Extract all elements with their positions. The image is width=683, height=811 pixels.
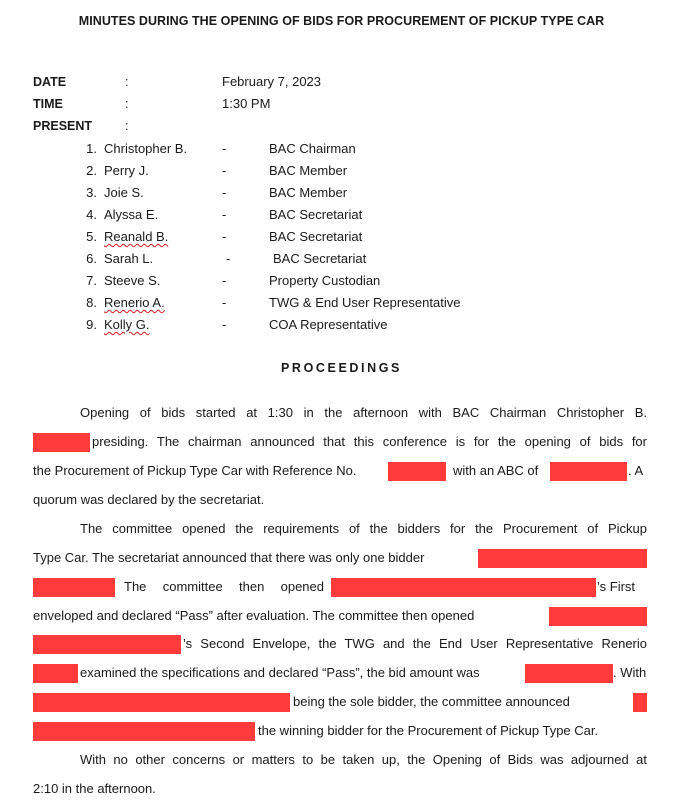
attendee-dash: - [226,251,231,266]
attendee-name: Kolly G. [104,317,150,332]
attendee-dash: - [222,229,227,244]
date-label: DATE [33,75,67,89]
paragraph-line: The committee then opened [124,579,324,594]
redaction-box [633,693,647,712]
paragraph-line: 2:10 in the afternoon. [33,781,156,796]
attendee-row [0,229,683,249]
attendee-row [0,185,683,205]
paragraph-line: quorum was declared by the secretariat. [33,492,265,507]
time-colon: : [125,97,129,111]
redaction-box [33,433,90,452]
paragraph-line: Type Car. The secretariat announced that there was only one bidder [33,550,425,565]
attendee-dash: - [222,273,227,288]
attendee-name: Perry J. [104,163,149,178]
paragraph-line: Opening of bids started at 1:30 in the afternoon with BAC Chairman Christopher B. [80,405,647,420]
attendee-number: 2. [86,163,97,178]
time-label: TIME [33,97,63,111]
attendee-name: Alyssa E. [104,207,159,222]
attendee-row [0,317,683,337]
attendee-dash: - [222,317,227,332]
paragraph-line: ’s First [597,579,636,594]
attendee-row [0,207,683,227]
attendee-role: BAC Secretariat [273,251,367,266]
redaction-box [388,462,446,481]
attendee-name: Steeve S. [104,273,161,288]
attendee-name: Christopher B. [104,141,188,156]
present-label: PRESENT [33,119,93,133]
paragraph-line: the Procurement of Pickup Type Car with Reference No. [33,463,357,478]
attendee-number: 3. [86,185,97,200]
attendee-dash: - [222,141,227,156]
attendee-row [0,295,683,315]
time-value: 1:30 PM [222,96,271,111]
paragraph-line: being the sole bidder, the committee announced [293,694,570,709]
attendee-dash: - [222,295,227,310]
paragraph-line: examined the specifications and declared “Pass”, the bid amount was [80,665,480,680]
attendee-number: 8. [86,295,97,310]
paragraph-line: with an ABC of [453,463,539,478]
paragraph-line: the winning bidder for the Procurement of Pickup Type Car. [258,723,599,738]
attendee-name: Joie S. [104,185,144,200]
redaction-box [478,549,647,568]
redaction-box [549,607,647,626]
proceedings-heading: PROCEEDINGS [281,361,402,375]
paragraph-line: The committee opened the requirements of the bidders for the Procurement of Pickup [80,521,647,536]
attendee-role: BAC Chairman [269,141,356,156]
attendee-number: 5. [86,229,97,244]
present-colon: : [125,119,129,133]
attendee-role: BAC Member [269,185,348,200]
attendee-row [0,251,683,271]
attendee-dash: - [222,207,227,222]
attendee-row [0,141,683,161]
attendee-role: BAC Member [269,163,348,178]
attendee-number: 9. [86,317,97,332]
redaction-box [33,578,115,597]
paragraph-line: . With [613,665,647,680]
redaction-box [331,578,596,597]
redaction-box [33,693,290,712]
redaction-box [33,722,255,741]
paragraph-line: ’s Second Envelope, the TWG and the End User Representative Renerio [183,636,647,651]
attendee-role: COA Representative [269,317,388,332]
attendee-number: 6. [86,251,97,266]
paragraph-line: enveloped and declared “Pass” after evaluation. The committee then opened [33,608,475,623]
attendee-role: Property Custodian [269,273,381,288]
attendee-row [0,163,683,183]
attendee-role: BAC Secretariat [269,229,363,244]
redaction-box [525,664,613,683]
attendee-role: TWG & End User Representative [269,295,461,310]
paragraph-line: presiding. The chairman announced that this conference is for the opening of bids for [92,434,647,449]
date-colon: : [125,75,129,89]
redaction-box [33,664,78,683]
redaction-box [33,635,181,654]
attendee-row [0,273,683,293]
redaction-box [550,462,627,481]
attendee-name: Sarah L. [104,251,154,266]
attendee-name: Renerio A. [104,295,165,310]
attendee-number: 7. [86,273,97,288]
attendee-number: 1. [86,141,97,156]
attendee-dash: - [222,185,227,200]
attendee-role: BAC Secretariat [269,207,363,222]
paragraph-line: With no other concerns or matters to be taken up, the Opening of Bids was adjourned at [80,752,647,767]
attendee-dash: - [222,163,227,178]
date-value: February 7, 2023 [222,74,322,89]
attendee-name: Reanald B. [104,229,169,244]
attendee-number: 4. [86,207,97,222]
document-title: MINUTES DURING THE OPENING OF BIDS FOR PROCUREMENT OF PICKUP TYPE CAR [78,14,605,28]
paragraph-line: . A [628,463,644,478]
